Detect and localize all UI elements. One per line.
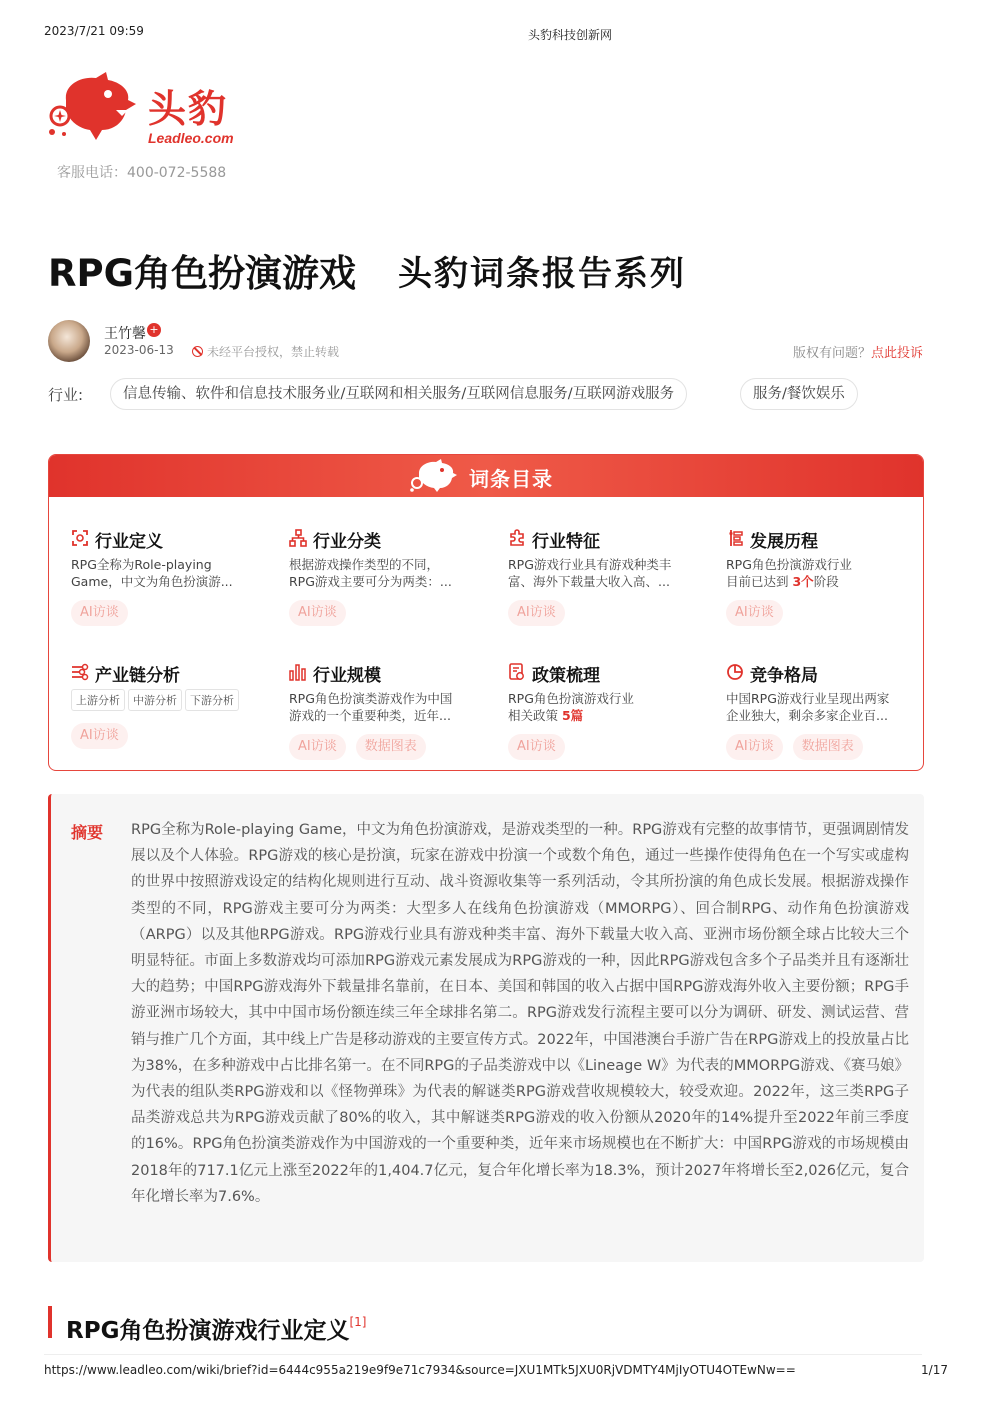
pie-chart-icon <box>726 663 744 681</box>
print-datetime: 2023/7/21 09:59 <box>44 24 144 38</box>
publish-date: 2023-06-13 <box>104 343 174 357</box>
toc-item-title: 行业分类 <box>313 532 381 552</box>
timeline-icon <box>726 529 744 547</box>
abstract-text: RPG全称为Role-playing Game，中文为角色扮演游戏，是游戏类型的一种。RPG游戏有完整的故事情节，更强调剧情发展以及个人体验。RPG游戏的核心是扮演，玩家在游戏中扮演一个或数个角色，通过一些操作使得角色在一个写实或虚构的世界中按照游戏设定的结构化规则进行互动、战斗资源收集等一系列活动，令其所扮演的角色成长发展。根据游戏操作类型的不同，RPG游戏主要可分为两类：大型多人在线角色扮演游戏（MMORPG）、回合制RPG、动作角色扮演游戏（ARPG）以及其他RPG游戏。RPG游戏行业具有游戏种类丰富、海外下载量大收入高、亚洲市场份额全球占比较大三个明显特征。市面上多数游戏均可添加RPG游戏元素发展成为RPG游戏的一种，因此RPG游戏包含多个子品类并且有逐渐壮大的趋势；中国RPG游戏海外下载量排名靠前，在日本、美国和韩国的收入占据中国RPG游戏海外收入主要份额；RPG手游亚洲市场较大，其中中国市场份额连续三年全球排名第二。RPG游戏发行流程主要可以分为调研、研发、测试运营、营销与推广几个方面，其中线上广告是移动游戏的主要宣传方式。2022年，中国港澳台手游广告在RPG游戏上的投放量占比为38%，在多种游戏中占比排名第一。在不同RPG的子品类游戏中以《Lineage W》为代表的MMORPG游戏、《赛马娘》为代表的组队类RPG游戏和以《怪物弹珠》为代表的解谜类RPG游戏营收规模较大，较受欢迎。2022年，这三类RPG子品类游戏总共为RPG游戏贡献了80%的收入，其中解谜类RPG游戏的收入份额从2020年的14%提升至2022年前三季度的16%。RPG角色扮演类游戏作为中国游戏的一个重要种类，近年来市场规模也在不断扩大：中国RPG游戏的市场规模由2018年的717.1亿元上涨至2022年的1,404.7亿元，复合年化增长率为18.3%，预计2027年将增长至2,026亿元，复合年化增长率为7.6%。 <box>131 822 909 1205</box>
toc-item-desc: 根据游戏操作类型的不同， RPG游戏主要可分为两类：... <box>289 557 452 589</box>
toc-header <box>49 455 923 497</box>
ai-interview-button[interactable]: AI访谈 <box>508 600 565 626</box>
abstract-label: 摘要 <box>71 823 104 842</box>
toc-item-title: 政策梳理 <box>532 666 600 686</box>
no-repost-notice: 未经平台授权，禁止转载 <box>192 343 339 360</box>
abstract-box <box>48 794 924 1262</box>
copyright-report: 版权有问题？点此投诉 <box>792 346 923 361</box>
page-number: 1/17 <box>921 1363 948 1377</box>
downstream-analysis-tag[interactable]: 下游分析 <box>185 689 239 711</box>
customer-service-hotline: 客服电话：400-072-5588 <box>57 165 227 181</box>
policy-icon <box>508 663 526 681</box>
leadleo-logo[interactable] <box>46 70 246 150</box>
industry-tag[interactable]: 服务/餐饮娱乐 <box>740 378 858 410</box>
definition-icon <box>71 529 89 547</box>
follow-author-icon[interactable]: + <box>147 323 161 337</box>
toc-item-features[interactable] <box>508 527 708 626</box>
author-avatar[interactable] <box>48 320 90 362</box>
author-name[interactable]: 王竹馨 <box>104 326 146 342</box>
reference-link[interactable]: [1] <box>349 1315 367 1329</box>
logo-domain-text: Leadleo.com <box>148 130 234 146</box>
toc-item-history[interactable] <box>726 527 924 626</box>
toc-item-title: 行业定义 <box>95 532 163 552</box>
toc-item-desc: RPG游戏行业具有游戏种类丰 富、海外下载量大收入高、... <box>508 557 672 589</box>
leopard-head-icon <box>409 459 461 493</box>
puzzle-icon <box>508 529 526 547</box>
data-charts-button[interactable]: 数据图表 <box>356 734 426 760</box>
industry-tag[interactable]: 信息传输、软件和信息技术服务业/互联网和相关服务/互联网信息服务/互联网游戏服务 <box>110 378 687 410</box>
logo-brand-text: 头豹 <box>148 87 229 131</box>
chain-icon <box>71 663 89 681</box>
leopard-head-icon <box>46 70 142 142</box>
toc-item-policy[interactable] <box>508 661 708 760</box>
ai-interview-button[interactable]: AI访谈 <box>289 734 346 760</box>
hierarchy-icon <box>289 529 307 547</box>
toc-item-desc: RPG角色扮演游戏行业 目前已达到 3个阶段 <box>726 557 852 589</box>
toc-item-desc: RPG角色扮演类游戏作为中国 游戏的一个重要种类，近年... <box>289 691 453 723</box>
toc-item-desc: RPG角色扮演游戏行业 相关政策 5篇 <box>508 691 634 723</box>
data-charts-button[interactable]: 数据图表 <box>793 734 863 760</box>
footer-divider <box>44 1354 922 1355</box>
print-header <box>0 24 992 42</box>
toc-item-competition[interactable] <box>726 661 924 760</box>
toc-title: 词条目录 <box>469 467 553 491</box>
report-infringement-link[interactable]: 点此投诉 <box>870 346 923 361</box>
report-series-name: 头豹词条报告系列 <box>398 254 686 294</box>
toc-item-title: 行业特征 <box>532 532 600 552</box>
prohibited-icon <box>192 346 203 357</box>
ai-interview-button[interactable]: AI访谈 <box>71 723 128 749</box>
print-site-name: 头豹科技创新网 <box>527 28 612 42</box>
ai-interview-button[interactable]: AI访谈 <box>289 600 346 626</box>
policy-count: 5篇 <box>561 708 584 723</box>
report-title-main: RPG角色扮演游戏 <box>48 252 356 295</box>
toc-item-classification[interactable] <box>289 527 489 626</box>
midstream-analysis-tag[interactable]: 中游分析 <box>128 689 182 711</box>
toc-item-title: 发展历程 <box>750 532 818 552</box>
section-heading: RPG角色扮演游戏行业定义[1] <box>48 1306 366 1338</box>
toc-item-industry-chain[interactable] <box>71 661 271 749</box>
bar-chart-icon <box>289 663 307 681</box>
table-of-contents-card <box>48 454 924 771</box>
toc-item-title: 产业链分析 <box>95 666 180 686</box>
ai-interview-button[interactable]: AI访谈 <box>71 600 128 626</box>
stage-count: 3个 <box>792 574 814 589</box>
page-url: https://www.leadleo.com/wiki/brief?id=6444c955a219e9f9e71c7934&source=JXU1MTk5JXU0RjVDMTY4MjIyOTU4OTEwNw== <box>44 1363 796 1377</box>
ai-interview-button[interactable]: AI访谈 <box>726 600 783 626</box>
toc-item-market-size[interactable] <box>289 661 489 760</box>
toc-item-desc: RPG全称为Role-playing Game，中文为角色扮演游... <box>71 557 233 589</box>
ai-interview-button[interactable]: AI访谈 <box>726 734 783 760</box>
industry-label: 行业: <box>48 386 84 404</box>
upstream-analysis-tag[interactable]: 上游分析 <box>71 689 125 711</box>
toc-item-definition[interactable] <box>71 527 271 626</box>
report-title <box>48 243 948 293</box>
toc-item-title: 行业规模 <box>313 666 381 686</box>
toc-item-desc: 中国RPG游戏行业呈现出两家 企业独大，剩余多家企业百... <box>726 691 890 723</box>
toc-item-title: 竞争格局 <box>750 666 818 686</box>
ai-interview-button[interactable]: AI访谈 <box>508 734 565 760</box>
